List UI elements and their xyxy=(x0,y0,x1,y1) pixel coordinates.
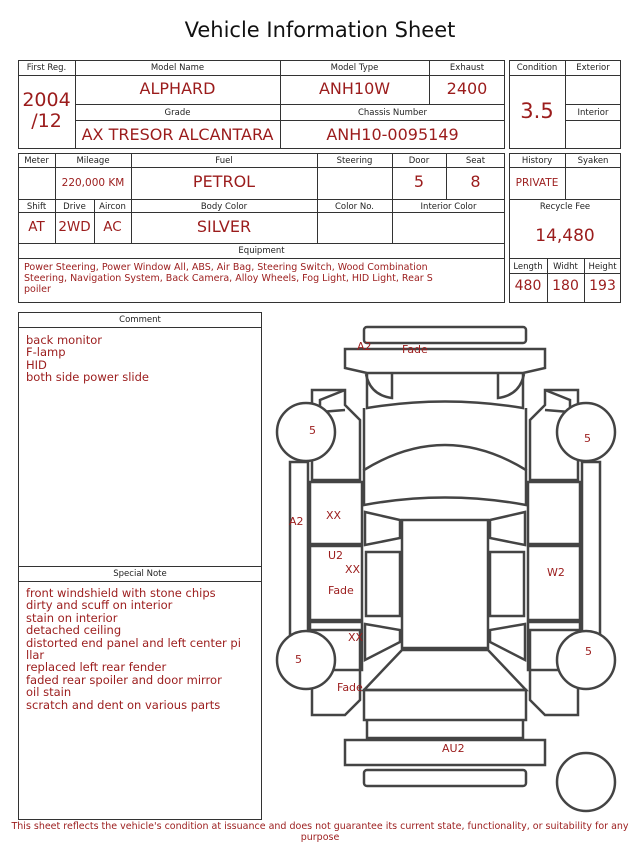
comment-list xyxy=(26,334,149,384)
drive-label: Drive xyxy=(63,202,86,212)
comment-line: F-lamp xyxy=(26,345,66,360)
mark-fade-top: Fade xyxy=(402,343,428,356)
special-note-line: distorted end panel and left center pi xyxy=(26,635,241,650)
special-note-label: Special Note xyxy=(113,569,167,579)
equipment-label: Equipment xyxy=(238,246,285,256)
length-value: 480 xyxy=(514,278,542,294)
exterior-label: Exterior xyxy=(576,63,610,73)
body-color-label: Body Color xyxy=(200,202,248,212)
steering-label: Steering xyxy=(336,156,373,166)
exhaust-value: 2400 xyxy=(446,79,488,98)
comment-line: back monitor xyxy=(26,333,102,347)
model-type-value: ANH10W xyxy=(318,79,391,98)
special-note-list xyxy=(26,587,241,711)
door-label: Door xyxy=(408,156,430,166)
mark-tire-lr: 5 xyxy=(295,653,302,666)
syaken-label: Syaken xyxy=(577,156,609,166)
special-note-line: llar xyxy=(26,648,45,663)
mileage-value: 220,000 KM xyxy=(61,177,125,189)
mark-fade-low: Fade xyxy=(337,681,363,694)
chassis-number-label: Chassis Number xyxy=(357,108,428,118)
equipment-value: Power Steering, Power Window All, ABS, Air Bag, Steering Switch, Wood Combination Steering, Navigation System, Back Camera, Alloy Wheels, Fog Light, HID Light, Rear Spoiler xyxy=(24,262,433,295)
width-label: Widht xyxy=(553,262,578,272)
height-value: 193 xyxy=(589,278,616,294)
mark-fade-mid: Fade xyxy=(328,584,354,597)
mark-tire-rf: 5 xyxy=(584,432,591,445)
height-label: Height xyxy=(588,262,617,272)
mark-u2: U2 xyxy=(328,549,344,562)
color-no-label: Color No. xyxy=(334,202,374,212)
disclaimer-footer: This sheet reflects the vehicle's condition at issuance and does not guarantee its current state, functionality, or suitability for any purpose xyxy=(11,821,629,843)
recycle-fee-value: 14,480 xyxy=(535,226,595,246)
mark-xx-3: XX xyxy=(348,631,364,644)
mark-tire-rr: 5 xyxy=(585,645,592,658)
model-name-value: ALPHARD xyxy=(139,79,216,98)
special-note-line: stain on interior xyxy=(26,610,118,625)
fuel-label: Fuel xyxy=(215,156,233,166)
mark-tire-lf: 5 xyxy=(309,424,316,437)
aircon-value: AC xyxy=(103,219,122,235)
grade-value: AX TRESOR ALCANTARA xyxy=(81,125,274,144)
model-type-label: Model Type xyxy=(330,63,379,73)
seat-value: 8 xyxy=(470,172,481,191)
mark-w2: W2 xyxy=(547,566,565,579)
mark-a2-left: A2 xyxy=(289,515,304,528)
first-reg-year: 2004 xyxy=(22,89,71,111)
width-value: 180 xyxy=(552,278,579,294)
comment-label: Comment xyxy=(119,315,161,325)
comment-line: both side power slide xyxy=(26,370,149,385)
history-label: History xyxy=(521,156,553,166)
special-note-line: scratch and dent on various parts xyxy=(26,697,221,712)
history-value: PRIVATE xyxy=(515,177,559,189)
page-title: Vehicle Information Sheet xyxy=(184,18,456,42)
length-label: Length xyxy=(513,262,543,272)
mileage-label: Mileage xyxy=(76,156,110,166)
aircon-label: Aircon xyxy=(99,202,126,212)
special-note-line: faded rear spoiler and door mirror xyxy=(26,672,222,687)
mark-au2: AU2 xyxy=(442,742,465,755)
recycle-fee-label: Recycle Fee xyxy=(539,202,591,212)
shift-label: Shift xyxy=(26,202,47,212)
mark-xx-1: XX xyxy=(326,509,342,522)
special-note-line: replaced left rear fender xyxy=(26,660,167,675)
special-note-line: detached ceiling xyxy=(26,623,122,638)
grade-label: Grade xyxy=(164,108,191,118)
vehicle-diagram xyxy=(268,318,628,818)
comment-line: HID xyxy=(26,357,47,372)
condition-label: Condition xyxy=(516,63,558,73)
body-color-value: SILVER xyxy=(196,217,252,236)
exhaust-label: Exhaust xyxy=(449,63,485,73)
model-name-label: Model Name xyxy=(150,63,205,73)
meter-label: Meter xyxy=(24,156,49,166)
special-note-line: dirty and scuff on interior xyxy=(26,598,173,613)
interior-label: Interior xyxy=(577,108,609,118)
mark-a2-top: A2 xyxy=(357,340,372,353)
door-value: 5 xyxy=(413,172,425,191)
special-note-line: front windshield with stone chips xyxy=(26,586,216,600)
first-reg-month: /12 xyxy=(31,110,62,132)
condition-value: 3.5 xyxy=(520,99,554,123)
shift-value: AT xyxy=(28,219,45,235)
chassis-number-value: ANH10-0095149 xyxy=(326,125,459,144)
fuel-value: PETROL xyxy=(192,172,256,191)
seat-label: Seat xyxy=(465,156,486,166)
mark-xx-2: XX xyxy=(345,563,361,576)
special-note-line: oil stain xyxy=(26,685,72,700)
drive-value: 2WD xyxy=(58,219,91,235)
first-reg-label: First Reg. xyxy=(26,63,67,73)
interior-color-label: Interior Color xyxy=(420,202,477,212)
